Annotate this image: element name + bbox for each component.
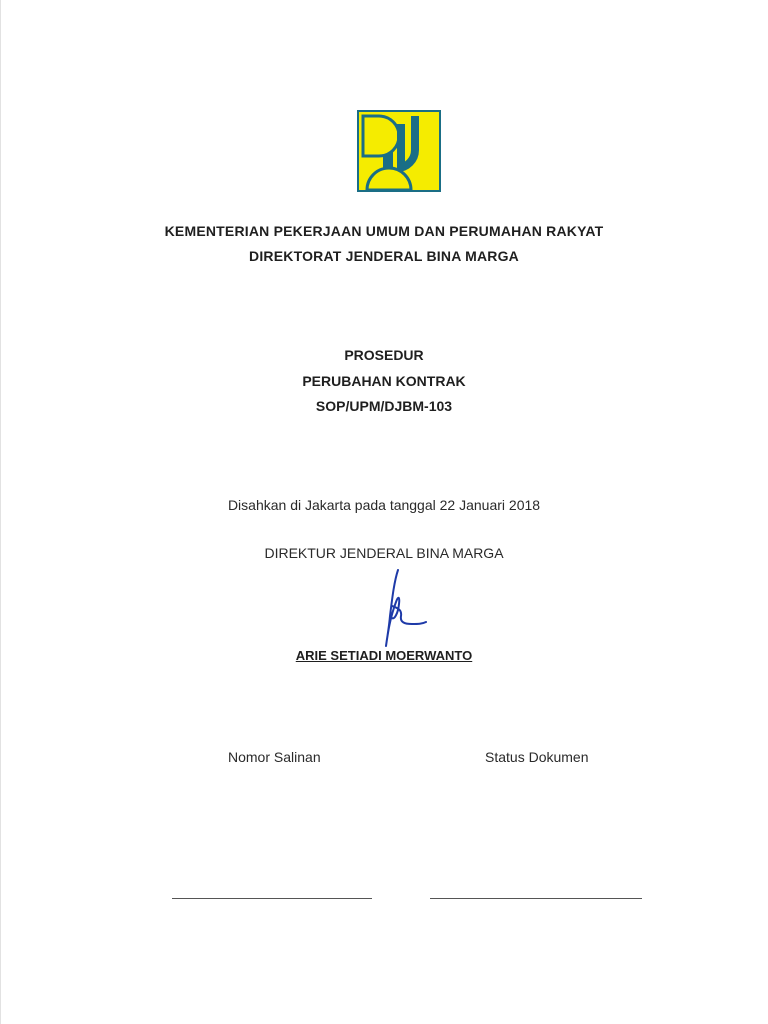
approver-position: DIREKTUR JENDERAL BINA MARGA <box>264 545 504 561</box>
document-code: SOP/UPM/DJBM-103 <box>315 398 453 414</box>
document-status-label: Status Dokumen <box>485 749 589 765</box>
pu-logo-icon <box>357 110 441 192</box>
document-type: PROSEDUR <box>344 347 424 363</box>
directorate-heading: DIREKTORAT JENDERAL BINA MARGA <box>249 248 519 264</box>
copy-number-line <box>172 898 372 899</box>
copy-number-label: Nomor Salinan <box>228 749 321 765</box>
signer-name: ARIE SETIADI MOERWANTO <box>295 648 473 663</box>
document-title: PERUBAHAN KONTRAK <box>302 373 466 389</box>
document-status-line <box>430 898 642 899</box>
handwritten-signature <box>368 566 432 650</box>
ministry-heading: KEMENTERIAN PEKERJAAN UMUM DAN PERUMAHAN RAKYAT <box>164 223 604 239</box>
approval-statement: Disahkan di Jakarta pada tanggal 22 Januari 2018 <box>227 497 541 513</box>
